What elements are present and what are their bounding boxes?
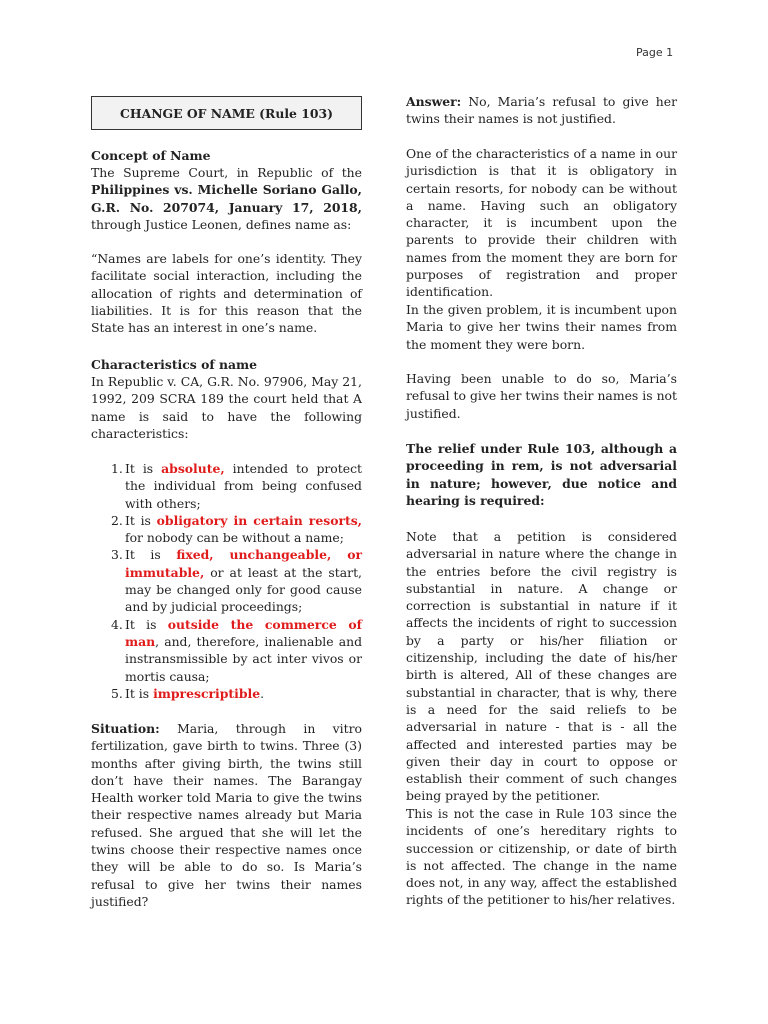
concept-text-a: The Supreme Court, in Republic of the bbox=[91, 165, 362, 180]
characteristics-intro: In Republic v. CA, G.R. No. 97906, May 21, 1992, 209 SCRA 189 the court held that A name is said to have the following characteristics: bbox=[91, 374, 362, 441]
answer-paragraph bbox=[406, 93, 677, 128]
concept-paragraph bbox=[91, 164, 362, 233]
characteristic-item-4: 4. It is outside the commerce of man, and, therefore, inalienable and instransmissible by act inter vivos or mortis causa; bbox=[111, 616, 362, 684]
concept-heading: Concept of Name bbox=[91, 148, 211, 163]
concept-text-c: through Justice Leonen, defines name as: bbox=[91, 216, 352, 232]
answer-conclusion: Having been unable to do so, Maria’s refusal to give her twins their names is not justified. bbox=[406, 371, 677, 421]
answer-application: In the given problem, it is incumbent upon Maria to give her twins their names from the moment they were born. bbox=[406, 302, 677, 352]
relief-heading: The relief under Rule 103, although a proceeding in rem, is not adversarial in nature; however, due notice and hearing is required: bbox=[406, 441, 677, 508]
answer-explanation: One of the characteristics of a name in our jurisdiction is that it is obligatory in certain resorts, for nobody can be without a name. Having such an obligatory character, it is incumbent upon the parents to provide their children with names from the moment they are born for purposes of registration and proper identification. bbox=[406, 146, 677, 300]
situation-paragraph bbox=[91, 720, 362, 910]
characteristic-item-2: 2. It is obligatory in certain resorts, for nobody can be without a name; bbox=[111, 512, 362, 546]
relief-paragraph-1: Note that a petition is considered adversarial in nature where the change in the entries before the civil registry is substantial in nature. A change or correction is substantial in nature if it affects the incidents of right to succession by a party or his/her filiation or citizenship, including the date of his/her birth is altered, All of these changes are substantial in character, that is why, there is a need for the said reliefs to be adversarial in nature - that is - all the affected and interested parties may be given their day in court to oppose or establish their comment of such changes being prayed by the petitioner. bbox=[406, 529, 677, 804]
characteristic-highlight: obligatory in certain resorts, bbox=[156, 512, 362, 528]
page-number: Page 1 bbox=[636, 46, 674, 59]
characteristic-highlight: outside the commerce of man bbox=[125, 616, 362, 649]
situation-text: Maria, through in vitro fertilization, gave birth to twins. Three (3) months after giving birth, the twins still don’t have their names. The Barangay Health worker told Maria to give the twins their respective names already but Maria refused. She argued that she will let the twins choose their respective names once they will be able to do so. Is Maria’s refusal to give her twins their names justified? bbox=[91, 721, 362, 909]
case-citation: Philippines vs. Michelle Soriano Gallo, G.R. No. 207074, January 17, 2018, bbox=[91, 182, 362, 215]
situation-label: Situation: bbox=[91, 721, 160, 736]
characteristics-list bbox=[91, 460, 362, 702]
relief-paragraph-2: This is not the case in Rule 103 since the incidents of one’s hereditary rights to succession or citizenship, or date of birth is not affected. The change in the name does not, in any way, affect the established rights of the petitioner to his/her relatives. bbox=[406, 806, 677, 908]
characteristic-highlight: fixed, unchangeable, or immutable, bbox=[125, 547, 362, 580]
answer-text: No, Maria’s refusal to give her twins their names is not justified. bbox=[406, 94, 677, 127]
characteristic-item-3: 3. It is fixed, unchangeable, or immutable, or at least at the start, may be changed only for good cause and by judicial proceedings; bbox=[111, 547, 362, 615]
characteristic-highlight: absolute, bbox=[161, 461, 225, 476]
characteristics-heading: Characteristics of name bbox=[91, 357, 258, 372]
characteristic-highlight: imprescriptible bbox=[153, 685, 261, 701]
characteristic-item-1: 1. It is absolute, intended to protect the individual from being confused with others; bbox=[111, 461, 363, 511]
characteristic-item-5: 5. It is imprescriptible. bbox=[111, 685, 265, 701]
answer-label: Answer: bbox=[406, 94, 462, 109]
name-definition-quote: “Names are labels for one’s identity. They facilitate social interaction, including the allocation of rights and determination of liabilities. It is for this reason that the State has an interest in one’s name. bbox=[91, 251, 362, 336]
document-title: CHANGE OF NAME (Rule 103) bbox=[91, 96, 362, 130]
